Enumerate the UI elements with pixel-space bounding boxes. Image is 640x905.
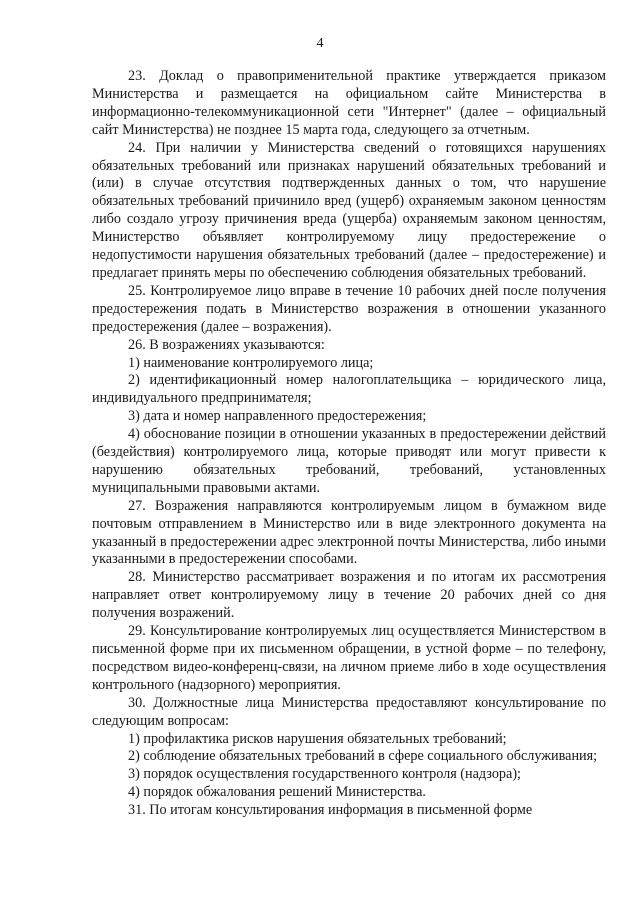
paragraph-25: 25. Контролируемое лицо вправе в течение 10 рабочих дней после получения предостережения подать в Министерство возражения в отношении указанного предостережения (далее – возражения). — [92, 282, 606, 335]
paragraph-27: 27. Возражения направляются контролируемым лицом в бумажном виде почтовым отправлением в Министерство или в виде электронного документа на указанный в предостережении адрес электронной почты Министерства, либо иными указанными в предостережении способами. — [92, 497, 606, 568]
list-item-26-3: 3) дата и номер направленного предостережения; — [128, 408, 427, 425]
document-body — [92, 68, 606, 820]
paragraph-26: 26. В возражениях указываются: — [128, 336, 325, 353]
paragraph-31: 31. По итогам консультирования информация в письменной форме — [128, 802, 533, 819]
list-item-30-4: 4) порядок обжалования решений Министерства. — [128, 784, 426, 801]
paragraph-29: 29. Консультирование контролируемых лиц осуществляется Министерством в письменной форме при их письменном обращении, в устной форме – по телефону, посредством видео-конференц-связи, на личном приеме либо в ходе осуществления контрольного (надзорного) мероприятия. — [92, 623, 606, 693]
list-item-30-3: 3) порядок осуществления государственного контроля (надзора); — [128, 766, 521, 783]
paragraph-30: 30. Должностные лица Министерства предоставляют консультирование по следующим вопросам: — [92, 694, 606, 729]
list-item-26-2: 2) идентификационный номер налогоплательщика – юридического лица, индивидуального предпринимателя; — [92, 372, 606, 407]
paragraph-28: 28. Министерство рассматривает возражения и по итогам их рассмотрения направляет ответ контролируемому лицу в течение 20 рабочих дней со дня получения возражений. — [92, 569, 606, 622]
paragraph-24: 24. При наличии у Министерства сведений о готовящихся нарушениях обязательных требований или признаках нарушений обязательных требований и (или) в случае отсутствия подтвержденных данных о том, что нарушение обязательных требований причинило вред (ущерб) охраняемым законом ценностям либо создало угрозу причинения вреда (ущерба) охраняемым законом ценностям, Министерство объявляет контролируемому лицу предостережение о недопустимости нарушения обязательных требований (далее – предостережение) и предлагает принять меры по обеспечению соблюдения обязательных требований. — [92, 139, 606, 281]
list-item-26-1: 1) наименование контролируемого лица; — [128, 354, 374, 371]
list-item-26-4: 4) обоснование позиции в отношении указанных в предостережении действий (бездействия) контролируемого лица, которые приводят или могут привести к нарушению обязательных требований, требований, установленных муниципальными правовыми актами. — [92, 426, 606, 496]
paragraph-23: 23. Доклад о правоприменительной практике утверждается приказом Министерства и размещается на официальном сайте Министерства в информационно-телекоммуникационной сети "Интернет" (далее – официальный сайт Министерства) не позднее 15 марта года, следующего за отчетным. — [92, 68, 606, 138]
list-item-30-1: 1) профилактика рисков нарушения обязательных требований; — [128, 730, 507, 747]
page-number: 4 — [316, 36, 324, 51]
list-item-30-2: 2) соблюдение обязательных требований в сфере социального обслуживания; — [128, 748, 598, 765]
